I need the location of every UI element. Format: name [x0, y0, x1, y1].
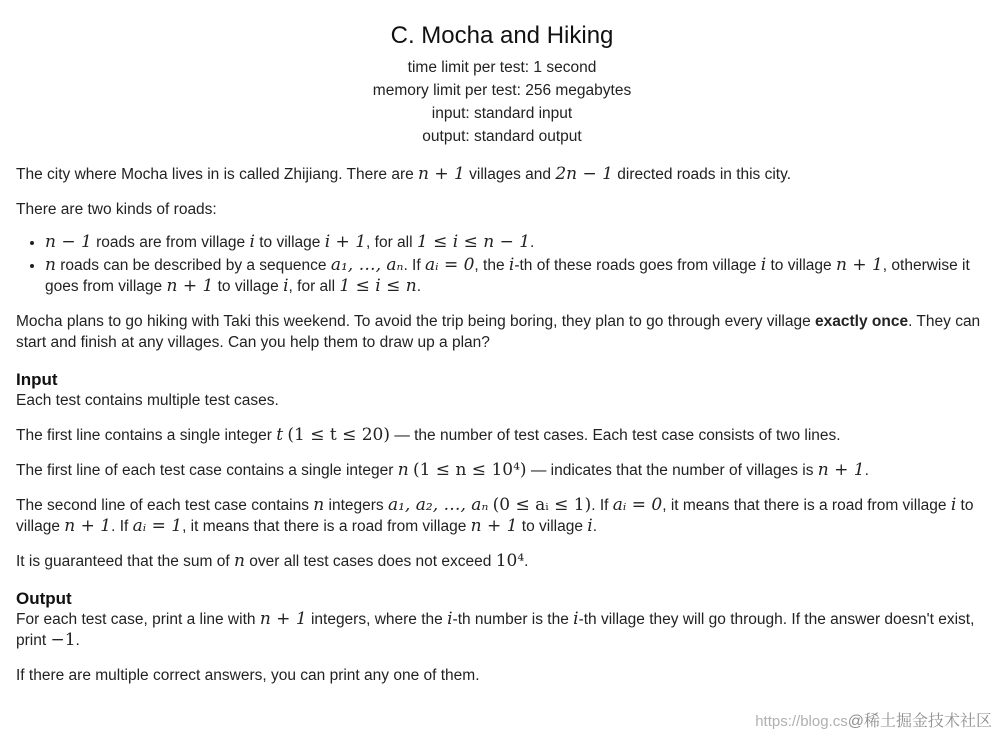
- input-paragraph: It is guaranteed that the sum of n over all test cases does not exceed 10⁴.: [16, 551, 529, 571]
- math: n + 1: [418, 164, 465, 184]
- input-paragraph: The first line of each test case contains a single integer n (1 ≤ n ≤ 10⁴) — indicates that the number of villages is n + 1.: [16, 460, 869, 480]
- output-paragraph: If there are multiple correct answers, you can print any one of them.: [16, 667, 480, 684]
- watermark-brand: @稀土掘金技术社区: [847, 713, 992, 730]
- output-paragraph: For each test case, print a line with n + 1 integers, where the i-th number is the i-th village they will go through. If the answer doesn't exist, print −1.: [16, 609, 975, 650]
- memory-limit: memory limit per test: 256 megabytes: [372, 82, 632, 99]
- output-spec: output: standard output: [422, 128, 582, 145]
- input-spec: input: standard input: [431, 105, 573, 122]
- watermark-url: https://blog.cs: [755, 713, 848, 730]
- time-limit: time limit per test: 1 second: [407, 59, 597, 76]
- problem-title: C. Mocha and Hiking: [390, 22, 614, 49]
- statement-paragraph: Mocha plans to go hiking with Taki this weekend. To avoid the trip being boring, they plan to go through every village exactly once. They can start and finish at any villages. Can you help them to draw up a plan?: [16, 313, 981, 351]
- statement-paragraph: There are two kinds of roads:: [16, 201, 217, 218]
- output-section-title: Output: [16, 589, 72, 608]
- problem-statement: [16, 0, 988, 686]
- emphasis: exactly once: [815, 313, 909, 330]
- input-paragraph: Each test contains multiple test cases.: [16, 392, 279, 409]
- math: 2n − 1: [555, 164, 613, 184]
- input-paragraph: The second line of each test case contains n integers a₁, a₂, …, aₙ (0 ≤ aᵢ ≤ 1). If aᵢ = 0, it means that there is a road from village i to village n + 1. If aᵢ = 1, it means that there is a road from village n + 1 to village i.: [16, 495, 974, 536]
- statement-paragraph: The city where Mocha lives in is called Zhijiang. There are n + 1 villages and 2n − 1 directed roads in this city.: [16, 164, 792, 184]
- list-item: • n roads can be described by a sequence a₁, …, aₙ. If aᵢ = 0, the i-th of these roads goes from village i to village n + 1, otherwise it goes from village n + 1 to village i, for all 1 ≤ i ≤ n.: [45, 255, 988, 297]
- watermark: [755, 711, 992, 732]
- problem-header: [16, 22, 988, 148]
- list-item: • n − 1 roads are from village i to village i + 1, for all 1 ≤ i ≤ n − 1.: [45, 232, 988, 253]
- road-kinds-list: [16, 232, 988, 297]
- input-section-title: Input: [16, 370, 58, 389]
- input-paragraph: The first line contains a single integer t (1 ≤ t ≤ 20) — the number of test cases. Each test case consists of two lines.: [16, 425, 841, 445]
